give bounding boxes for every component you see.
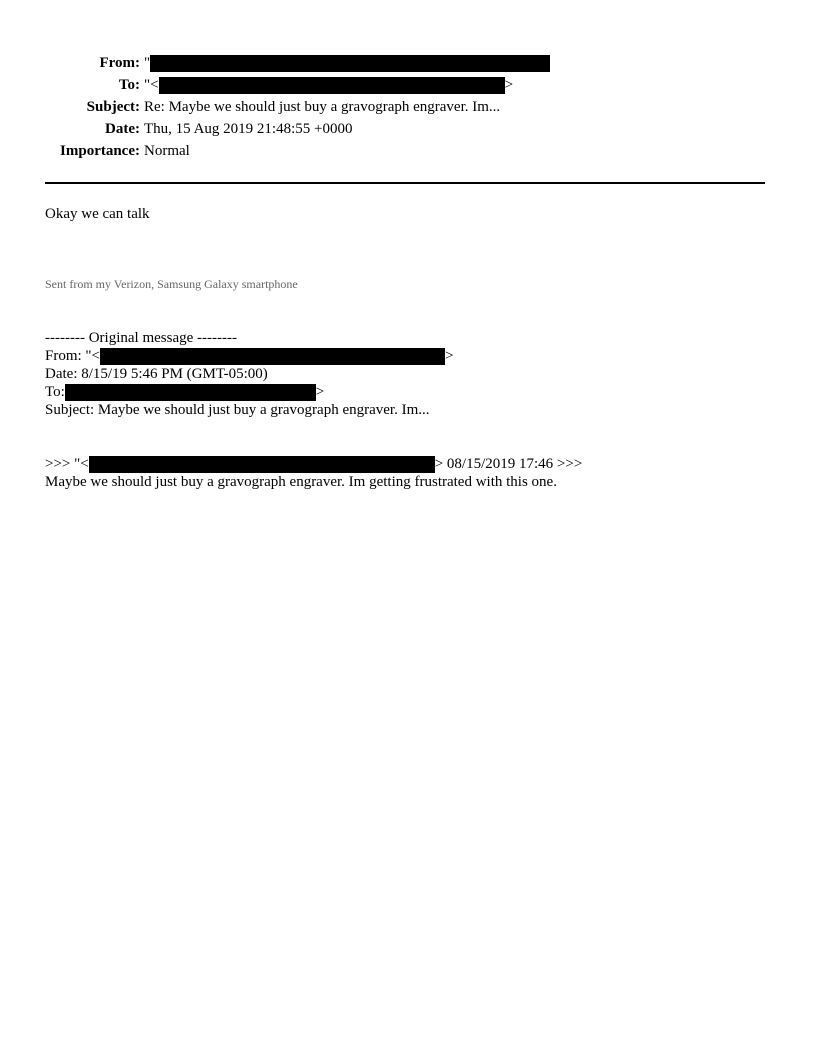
subject-value: Re: Maybe we should just buy a gravograph engraver. Im... (144, 99, 501, 115)
original-to-prefix: To: (45, 384, 65, 400)
quoted-prefix: >>> "< (45, 456, 89, 472)
signature: Sent from my Verizon, Samsung Galaxy smartphone (45, 277, 298, 291)
original-separator: -------- Original message -------- (45, 330, 237, 346)
quoted-text: Maybe we should just buy a gravograph engraver. Im getting frustrated with this one. (45, 474, 557, 490)
original-from-suffix: > (445, 348, 454, 364)
to-label: To: (118, 77, 140, 93)
header-subject-row (0, 96, 550, 118)
from-label: From: (99, 55, 140, 71)
reply-text: Okay we can talk (45, 206, 150, 222)
original-to-suffix: > (315, 384, 325, 400)
from-prefix: " (144, 55, 151, 71)
original-to-redaction (65, 384, 316, 401)
to-suffix: > (504, 77, 514, 93)
quoted-message (45, 455, 582, 491)
original-from-prefix: From: "< (45, 348, 101, 364)
original-from-redaction (100, 348, 445, 365)
original-subject-line: Subject: Maybe we should just buy a gravograph engraver. Im... (45, 402, 430, 418)
to-prefix: "< (144, 77, 159, 93)
quoted-suffix: > 08/15/2019 17:46 >>> (434, 456, 583, 472)
header-from-row (0, 52, 550, 74)
original-from-line (45, 347, 453, 365)
original-date-line: Date: 8/15/19 5:46 PM (GMT-05:00) (45, 366, 268, 382)
email-header (0, 52, 550, 162)
header-to-row (0, 74, 550, 96)
quoted-header-line (45, 455, 582, 473)
original-to-line (45, 383, 453, 401)
from-redaction (150, 55, 550, 72)
header-divider (45, 182, 765, 184)
to-value (144, 74, 513, 96)
to-redaction (159, 77, 505, 94)
date-value: Thu, 15 Aug 2019 21:48:55 +0000 (144, 121, 353, 137)
subject-label: Subject: (86, 99, 140, 115)
original-message (45, 329, 453, 419)
header-date-row (0, 118, 550, 140)
header-importance-row (0, 140, 550, 162)
from-value (144, 52, 550, 74)
quoted-redaction (89, 456, 435, 473)
importance-label: Importance: (60, 143, 140, 159)
date-label: Date: (105, 121, 140, 137)
importance-value: Normal (144, 143, 190, 159)
